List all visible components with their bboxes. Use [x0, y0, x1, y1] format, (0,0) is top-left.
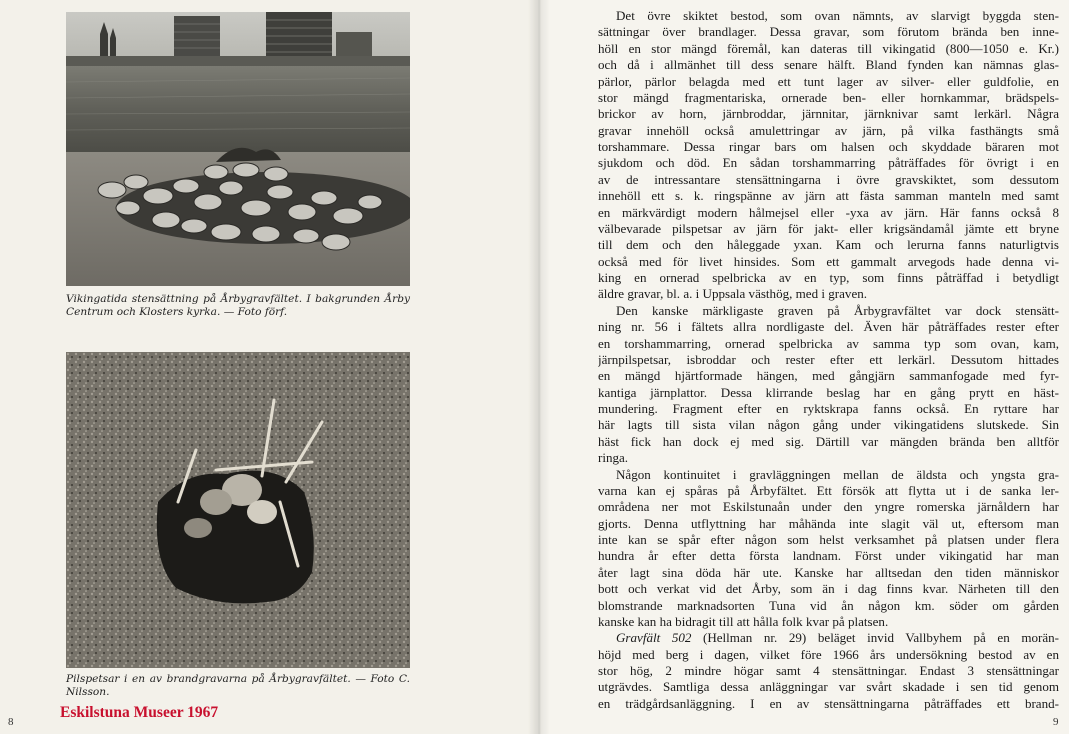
text-line: kantiga järnplattor. Dessa klirrande beslag har en gång prytt en häst-	[598, 384, 1059, 400]
text-line: häst fick han dock ej med sig. Därtill var mängden brända ben alltför	[598, 433, 1059, 449]
text-line: brickor av horn, järnbroddar, järnnitar, järnknivar samt lerkärl. Några	[598, 106, 1059, 122]
body-text	[598, 8, 1059, 712]
text-line: av de intressantare stensättningarna i övre gravskiktet, som dessutom	[598, 171, 1059, 187]
text-line: torshammare. Dessa ringar bars om halsen och skyddade bäraren mot	[598, 139, 1059, 154]
text-line: king en ornerad spelbricka av en typ, som finns påträffad i betydligt	[598, 270, 1059, 285]
text-line: Någon kontinuitet i gravläggningen mellan de äldsta och yngsta gra-	[616, 466, 1059, 482]
text-line: stor hög, 2 mindre högar samt 4 stensättningar. Endast 3 stensättningar	[598, 663, 1059, 678]
photo1-caption: Vikingatida stensättning på Årbygravfältet. I bakgrunden Årby Centrum och Klosters kyrka. — Foto förf.	[66, 293, 410, 318]
publisher-stamp: Eskilstuna Museer 1967	[60, 704, 219, 721]
text-line: utgrävdes. Samtliga dessa anläggningar var svårt skadade i sen tid genom	[598, 679, 1059, 695]
text-line: hundra år efter detta första landnam. Först under vikingatid har man	[598, 548, 1059, 564]
text-line: en mängd hjärtformade hängen, med gångjärn sammanfogade med fyr-	[598, 368, 1059, 384]
text-line: sjukdom och död. En sådan torshammarring påträffades för övrigt i en	[598, 155, 1059, 171]
text-line: åter lagt sina döda här ute. Kanske har alltsedan den tiden människor	[598, 564, 1059, 580]
text-line: och då i allmänhet till dess senare hälft. Bland fynden kan nämnas glas-	[598, 57, 1059, 73]
text-line: Det övre skiktet bestod, som ovan nämnts, av slarvigt byggda sten-	[616, 8, 1059, 23]
text-line: varna kan ej spåras på Årbyfältet. Ett försök att flytta ut i de sanka ler-	[598, 482, 1059, 498]
text-line: sättningar över brandlager. Dessa gravar, som förutom brända ben inne-	[598, 24, 1059, 40]
text-line: en trädgårdsanläggning. I en av stensättningarna påträffades ett brand-	[598, 695, 1059, 711]
text-line: stor mängd fragmentariska, ornerade ben- eller hornkammar, brädspels-	[598, 89, 1059, 105]
text-line: innehöll ett s. k. ringspänne av järn att fästa samman manteln med samt	[598, 188, 1059, 204]
text-line: en torshammarring, ornerad spelbricka av samma typ som ovan, kam,	[598, 335, 1059, 351]
text-line: Den kanske märkligaste graven på Årbygravfältet var dock stensätt-	[616, 302, 1059, 318]
photo-arrowheads-grave	[66, 352, 410, 668]
text-line: inte kan se spår efter någon som helst verksamhet på platsen under flera	[598, 532, 1059, 547]
text-line: ringa.	[598, 450, 629, 466]
text-line: blomstrande marknadsorten Tuna vid ån någon km. söder om gården	[598, 597, 1059, 613]
text-line: en märkvärdigt modern hålmejsel eller -yxa av järn. Här fanns också 8	[598, 204, 1059, 220]
text-line: områdena ner mot Eskilstunaån under den yngre romerska järnåldern har	[598, 499, 1059, 515]
text-line: mundering. Fragment efter en ryktskrapa fanns också. En ryttare har	[598, 401, 1059, 416]
text-line: Gravfält 502 (Hellman nr. 29) beläget invid Vallbyhem på en morän-	[616, 630, 1059, 646]
photo2-caption: Pilspetsar i en av brandgravarna på Årbygravfältet. — Foto C. Nilsson.	[66, 673, 410, 698]
text-line: välbevarade pilspetsar av järn för jakt- eller krigsändamål jämte ett bryne	[598, 220, 1059, 236]
photo-stone-setting	[66, 12, 410, 286]
text-line: till dem och den håleggade yxan. Kam och lerurna fanns naturligtvis	[598, 237, 1059, 253]
text-line: också med för livet hinsides. Som ett gammalt arvegods hade denna vi-	[598, 253, 1059, 269]
text-line: gravar innehöll också amulettringar av järn, på vilka fasthängts små	[598, 122, 1059, 138]
book-gutter	[528, 0, 550, 734]
text-line: bott och verkat vid det Årby, som än i dag finns kvar. Närheten till den	[598, 581, 1059, 597]
text-line: ning nr. 56 i fältets allra nordligaste del. Även här påträffades rester efter	[598, 319, 1059, 335]
text-line: järnpilspetsar, isbroddar och rester efter ett lerkärl. Dessutom hittades	[598, 351, 1059, 367]
page-number-right: 9	[1053, 716, 1059, 728]
text-line: pärlor, pärlor belagda med ett tunt lager av silver- eller guldfolie, en	[598, 73, 1059, 89]
text-line: höll en stor mängd föremål, kan dateras till vikingatid (800—1050 e. Kr.)	[598, 40, 1059, 56]
page-number-left: 8	[8, 716, 14, 728]
text-line: gjorts. Denna utflyttning har måhända inte slagit väl ut, eftersom man	[598, 515, 1059, 531]
text-line: höjd med berg i dagen, vilket före 1966 års undersökning bestod av en	[598, 646, 1059, 662]
text-line: kanske kan ha bidragit till att hålla folk kvar på platsen.	[598, 613, 889, 629]
text-line: här lagts till sista vilan någon gång under vikingatidens slutskede. Sin	[598, 417, 1059, 433]
text-line: äldre gravar, bl. a. i Uppsala västhög, med i graven.	[598, 286, 868, 302]
